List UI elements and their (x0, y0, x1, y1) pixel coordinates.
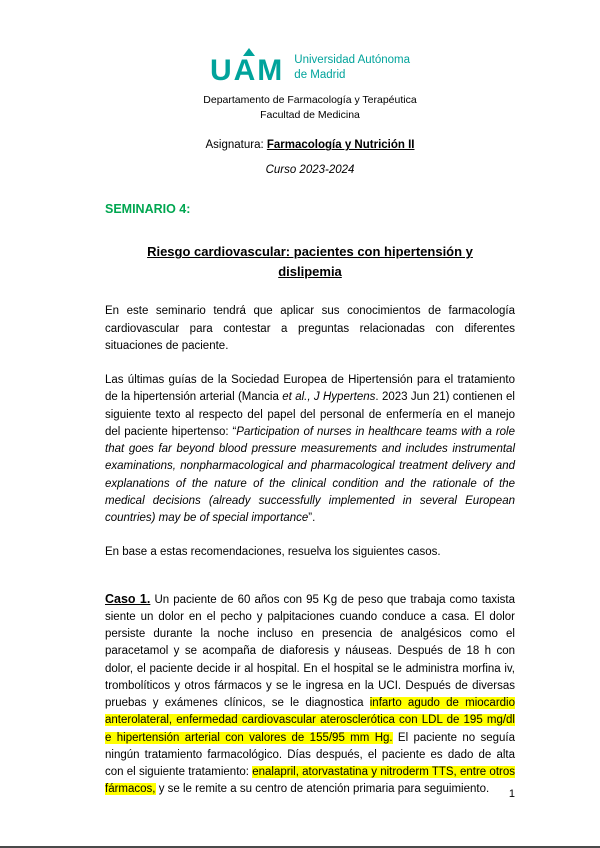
uam-logo-name-line1: Universidad Autónoma (294, 54, 411, 67)
page-number: 1 (508, 788, 515, 800)
paragraph-caso-1-segment-highlight: infarto agudo de miocardio anterolateral, enfermedad cardiovascular aterosclerótica con LDL de 195 mg/dl e hipertensión arterial con valores de 155/95 mm Hg. (105, 697, 515, 744)
paragraph-caso-1-segment-caso: Caso 1. (105, 591, 151, 606)
paragraph-instruction (105, 544, 515, 561)
paragraph-caso-1-segment-highlight: enalapril, atorvastatina y nitroderm TTS, entre otros fármacos, (105, 766, 515, 796)
department-line2: Facultad de Medicina (260, 109, 360, 122)
curso-line: Curso 2023-2024 (265, 164, 355, 177)
paragraph-guidelines-segment-normal: ”. (308, 512, 316, 525)
seminar-title: Riesgo cardiovascular: pacientes con hipertensión y dislipemia (147, 244, 473, 279)
uam-logo-name (294, 53, 410, 83)
document-header (105, 44, 515, 176)
paragraph-guidelines-segment-italic: et al., J Hypertens (282, 391, 376, 404)
uam-logo-caret-icon (243, 48, 255, 56)
paragraph-caso-1 (105, 590, 515, 799)
paragraph-caso-1-segment-normal: y se le remite a su centro de atención primaria para seguimiento. (155, 783, 490, 796)
asignatura-label: Asignatura: (205, 139, 267, 152)
department-line1: Departamento de Farmacología y Terapéutica (203, 94, 417, 106)
paragraph-instruction-segment-normal: En base a estas recomendaciones, resuelva los siguientes casos. (105, 546, 441, 559)
paragraph-caso-1-segment-normal: Un paciente de 60 años con 95 Kg de peso que trabaja como taxista siente un dolor en el pecho y palpitaciones cuando conduce a casa. El dolor persiste durante la noche incluso en presencia de analgésicos como el paracetamol y se acompaña de diaforesis y náuseas. Después de 18 h con dolor, el paciente decide ir al hospital. En el hospital se le administra morfina iv, trombolíticos y otros fármacos y se le ingresa en la UCI. Después de diversas pruebas y exámenes clínicos, se le diagnostica (105, 593, 515, 710)
paragraph-guidelines-segment-normal: Las últimas guías de la Sociedad Europea de Hipertensión para el tratamiento de la hipertensión arterial (Mancia (105, 374, 515, 404)
paragraph-guidelines (105, 372, 515, 527)
document-body (105, 303, 515, 798)
paragraph-intro-segment-normal: En este seminario tendrá que aplicar sus conocimientos de farmacología cardiovascular para contestar a preguntas relacionadas con diferentes situaciones de paciente. (105, 305, 515, 352)
uam-logo-mark (210, 50, 284, 86)
paragraph-guidelines-segment-normal: . 2023 Jun 21) contienen el siguiente texto al respecto del papel del personal de enfermería en el manejo del paciente hipertenso: “ (105, 391, 515, 438)
uam-logo (105, 44, 515, 86)
paragraph-intro (105, 303, 515, 355)
seminar-heading: SEMINARIO 4: (105, 202, 191, 217)
uam-logo-name-line2: de Madrid (294, 69, 346, 81)
uam-logo-acronym: UAM (209, 54, 285, 87)
asignatura-value: Farmacología y Nutrición II (266, 139, 415, 152)
paragraph-caso-1-segment-normal: El paciente no seguía ningún tratamiento farmacológico. Días después, el paciente es dado de alta con el siguiente tratamiento: (105, 731, 515, 779)
department-block (105, 93, 515, 123)
asignatura-line (105, 139, 515, 151)
paragraph-guidelines-segment-italic: Participation of nurses in healthcare teams with a role that goes far beyond blood pressure measurements and includes instrumental examinations, nonpharmacological and pharmacological treatment delivery and explanations of the nature of the clinical condition and the rationale of the medical decisions (already successfully implemented in several European countries) may be of special importance (105, 425, 515, 525)
